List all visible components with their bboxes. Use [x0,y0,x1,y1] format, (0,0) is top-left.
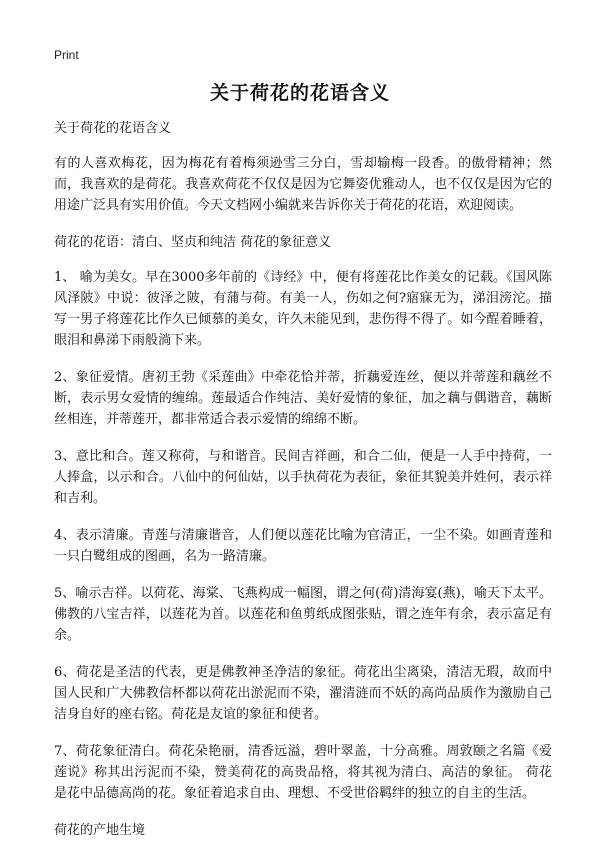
meaning-item-5: 5、喻示吉祥。以荷花、海棠、飞燕构成一幅图，谓之何(荷)清海宴(燕)，喻天下太平。佛教的八宝吉祥，以莲花为首。以莲花和鱼剪纸成图张贴，谓之连年有余，表示富足有余。 [54,586,552,643]
section-heading-habitat: 荷花的产地生境 [54,823,146,838]
print-link[interactable]: Print [54,48,79,62]
meaning-item-6: 6、荷花是圣洁的代表，更是佛教神圣净洁的象征。荷花出尘离染，清洁无瑕，故而中国人民和广大佛教信杯都以荷花出淤泥而不染，濯清涟而不妖的高尚品质作为激励自己洁身自好的座右铭。荷花是友谊的象征和使者。 [54,665,552,722]
meaning-item-3: 3、意比和合。莲又称荷，与和谐音。民间吉祥画，和合二仙，便是一人手中持荷，一人捧盒，以示和合。八仙中的何仙姑，以手执荷花为表征，象征其貌美并姓何，表示祥和吉利。 [54,449,552,506]
meaning-item-2: 2、象征爱情。唐初王勃《采莲曲》中牵花恰并蒂，折藕爱连丝，便以并蒂莲和藕丝不断，表示男女爱情的缠绵。莲最适合作纯洁、美好爱情的象征，加之藕与偶谐音，藕断丝相连，并蒂莲开，都非常适合表示爱情的绵绵不断。 [54,370,552,427]
subtitle-paragraph: 关于荷花的花语含义 [54,121,172,136]
document-title: 关于荷花的花语含义 [209,82,390,104]
meaning-item-1: 1、 喻为美女。早在3000多年前的《诗经》中，便有将莲花比作美女的记载。《国风陈风泽陂》中说：彼泽之陂，有蒲与荷。有美一人，伤如之何?寤寐无为，涕泪滂沱。描写一男子将莲花比作久已倾慕的美女，许久未能见到，悲伤得不得了。如今酲着睡着，眼泪和鼻涕下雨般淌下来。 [54,270,552,348]
intro-paragraph: 有的人喜欢梅花，因为梅花有着梅须逊雪三分白，雪却输梅一段香。的傲骨精神；然而，我喜欢的是荷花。我喜欢荷花不仅仅是因为它舞姿优雅动人，也不仅仅是因为它的用途广泛具有实用价值。今天文档网小编就来告诉你关于荷花的花语，欢迎阅读。 [54,156,552,213]
meaning-item-7: 7、荷花象征清白。荷花朵艳丽，清香远溢，碧叶翠盖，十分高雅。周敦颐之名篇《爱莲说》称其出污泥而不染，赞美荷花的高贵品格，将其视为清白、高洁的象征。 荷花是花中品德高尚的花。象征着追求自由、理想、不受世俗羁绊的独立的自主的生活。 [54,744,552,801]
document-body [54,118,552,855]
section-heading-meaning: 荷花的花语：清白、坚贞和纯洁 荷花的象征意义 [54,235,332,250]
meaning-item-4: 4、表示清廉。青莲与清廉谐音，人们便以莲花比喻为官清正，一尘不染。如画青莲和一只白鹭组成的图画，名为一路清廉。 [54,528,552,564]
